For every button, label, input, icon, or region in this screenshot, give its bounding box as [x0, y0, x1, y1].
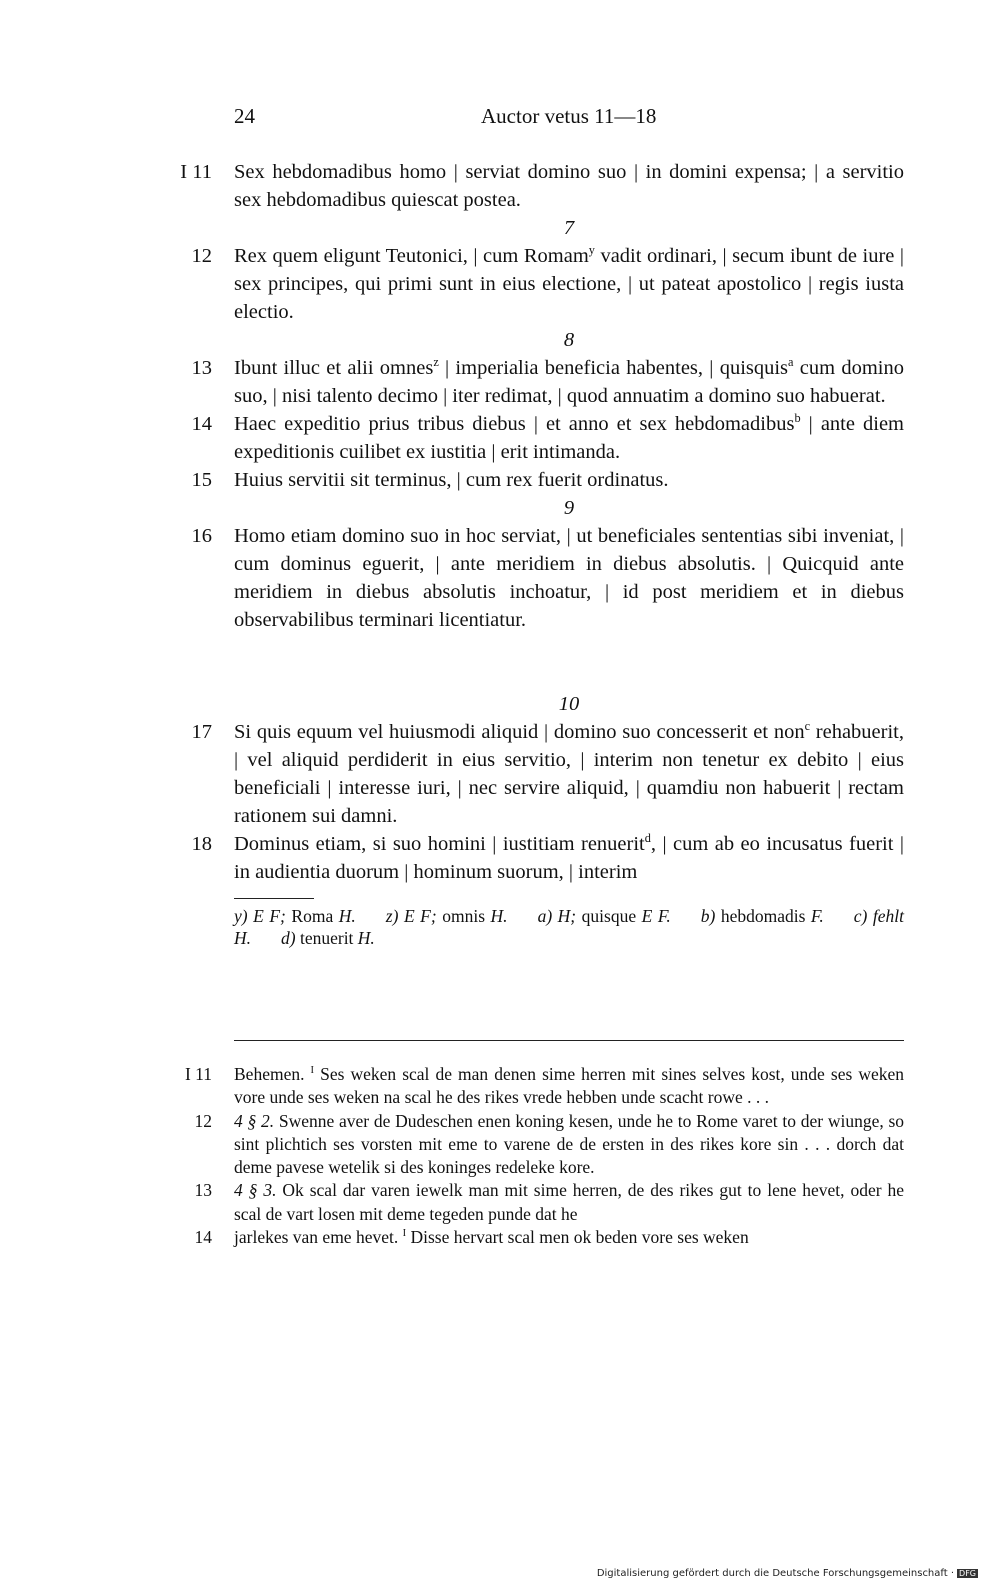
- german-text: 4 § 2. Swenne aver de Dudeschen enen koning kesen, unde he to Rome varet to der wiunge, so sint plichtich ses vorsten mit eme to varene de de ersten in des rikes kore sin . . . dorch dat deme pavese wetelik si des koninges redeleke kore.: [234, 1110, 905, 1178]
- section-number: 8: [563, 329, 575, 351]
- paragraph: [0, 354, 1000, 410]
- page-header: [0, 104, 1000, 134]
- article-number: 13: [194, 1180, 212, 1201]
- paragraph: [0, 522, 1000, 634]
- article-number: I 11: [184, 1064, 212, 1084]
- article-number: 12: [191, 245, 212, 267]
- article-number: 12: [194, 1110, 212, 1131]
- german-paragraph: [0, 1179, 1000, 1226]
- article-text: Si quis equum vel huiusmodi aliquid | domino suo concesserit et non$^c$ rehabuerit, | vel aliquid perdiderit in eius servitio, | interim non tenetur ex debito | eius beneficiali | interesse iuri, | nec servire aliquid, | quamdiu non habuerit | rectam rationem sui damni.: [234, 719, 905, 827]
- article-text: Ibunt illuc et alii omnes$^z$ | imperialia beneficia habentes, | quisquis$^a$ cum domino suo, | nisi talento decimo | iter redimat, | quod annuatim a domino suo habuerat.: [234, 355, 904, 407]
- section-number: 10: [558, 693, 580, 715]
- german-paragraph: [0, 1063, 1000, 1110]
- footnote-rule: [234, 898, 314, 899]
- article-text: Huius servitii sit terminus, | cum rex fuerit ordinatus.: [234, 469, 669, 491]
- article-text: Sex hebdomadibus homo | serviat domino suo | in domini expensa; | a servitio sex hebdomadibus quiescat postea.: [234, 161, 904, 211]
- article-number: 15: [191, 469, 212, 491]
- article-text: Homo etiam domino suo in hoc serviat, | ut beneficiales sententias sibi inveniat, | cum dominus eguerit, | ante meridiem in diebus absolutis. | Quicquid ante meridiem in diebus absolutis inchoatur, | id post meridiem et in diebus observabilibus terminari licentiatur.: [234, 525, 904, 631]
- credit-text: Digitalisierung gefördert durch die Deutsche Forschungsgemeinschaft ·: [596, 1568, 955, 1579]
- article-number: 13: [191, 357, 212, 379]
- paragraph: [0, 158, 1000, 214]
- german-paragraph: [0, 1226, 1000, 1249]
- article-number: 18: [191, 833, 212, 855]
- footnotes: [234, 905, 904, 949]
- section-number: 9: [563, 497, 575, 519]
- section-divider: [234, 1040, 904, 1041]
- article-number: 14: [194, 1227, 212, 1248]
- article-number: 16: [191, 525, 212, 547]
- german-text: jarlekes van eme hevet. $^I$ Disse hervart scal men ok beden vore ses weken: [234, 1227, 749, 1248]
- footnote: d) tenuerit H.: [281, 928, 375, 948]
- digitization-credit: [597, 1568, 978, 1579]
- section-number: 7: [563, 217, 575, 239]
- german-parallel-text: [0, 1063, 1000, 1249]
- latin-text: [0, 158, 1000, 949]
- footnote: y) E F; Roma H.: [234, 906, 356, 926]
- german-paragraph: [0, 1110, 1000, 1180]
- german-text: 4 § 3. Ok scal dar varen iewelk man mit sime herren, de des rikes gut to lene hevet, oder he scal de vart losen mit deme tegeden punde dat he: [234, 1180, 905, 1224]
- paragraph: [0, 242, 1000, 326]
- dfg-logo: DFG: [959, 1569, 976, 1578]
- article-text: Haec expeditio prius tribus diebus | et anno et sex hebdomadibus$^b$ | ante diem expeditionis cuilibet ex iustitia | erit intimanda.: [234, 411, 904, 463]
- paragraph: [0, 466, 1000, 494]
- paragraph: [0, 410, 1000, 466]
- page-number: 24: [234, 104, 255, 128]
- german-text: Behemen. $^I$ Ses weken scal de man denen sime herren mit sines selves kost, unde ses weken vore unde ses weken na scal he des rikes vrede hebben unde scacht rowe . . .: [234, 1064, 905, 1108]
- article-number: 14: [191, 413, 212, 435]
- article-text: Rex quem eligunt Teutonici, | cum Romam$^y$ vadit ordinari, | secum ibunt de iure | sex principes, qui primi sunt in eius electione, | ut pateat apostolico | regis iusta electio.: [234, 243, 904, 323]
- paragraph: [0, 830, 1000, 886]
- footnote: a) H; quisque E F.: [537, 906, 671, 926]
- article-number: 17: [191, 721, 212, 743]
- article-number: I 11: [180, 161, 212, 183]
- running-title: Auctor vetus 11—18: [481, 104, 657, 128]
- footnote: c) fehlt H.: [234, 906, 904, 948]
- footnote: b) hebdomadis F.: [700, 906, 824, 926]
- article-text: Dominus etiam, si suo homini | iustitiam renuerit$^d$, | cum ab eo incusatus fuerit | in audientia duorum | hominum suorum, | interim: [234, 831, 904, 883]
- footnote: z) E F; omnis H.: [385, 906, 508, 926]
- paragraph: [0, 718, 1000, 830]
